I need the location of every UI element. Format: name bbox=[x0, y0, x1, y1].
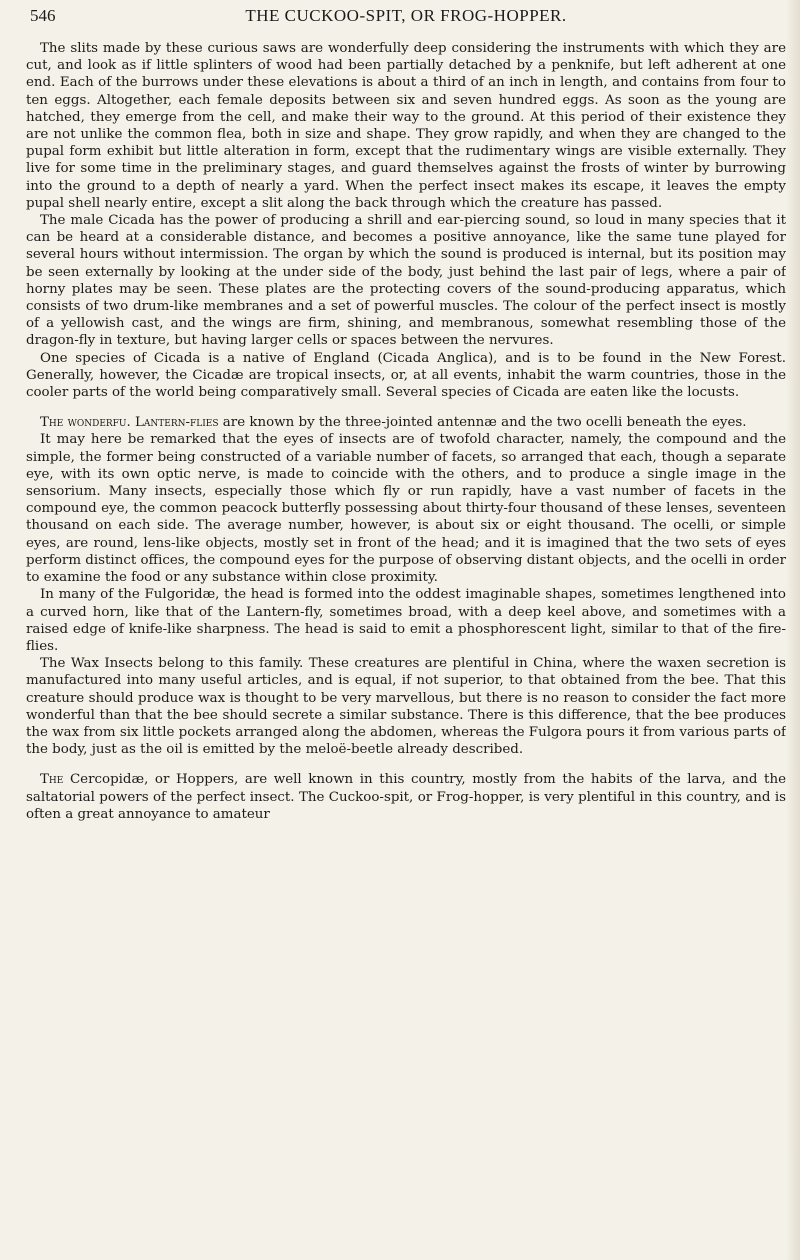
paragraph: The wonderfu. Lantern-flies are known by the three-jointed antennæ and the two ocelli beneath the eyes. bbox=[40, 415, 747, 431]
running-head bbox=[26, 0, 786, 38]
paragraph: The Cercopidæ, or Hoppers, are well known in this country, mostly from the habits of the larva, and the saltatorial powers of the perfect insect. The Cuckoo-spit, or Frog-hopper, is very plentiful in this country, and is often a great annoyance to amateur bbox=[26, 772, 786, 822]
small-caps-lead: The wonderfu. Lantern-flies bbox=[40, 415, 219, 431]
paragraph: The male Cicada has the power of producing a shrill and ear-piercing sound, so loud in many species that it can be heard at a considerable distance, and becomes a positive annoyance, like the same tune played for several hours without intermission. The organ by which the sound is produced is internal, but its position may be seen externally by looking at the under side of the body, just behind the last pair of legs, where a pair of horny plates may be seen. These plates are the protecting covers of the sound-producing apparatus, which consists of two drum-like membranes and a set of powerful muscles. The colour of the perfect insect is mostly of a yellowish cast, and the wings are firm, shining, and membranous, somewhat resembling those of the dragon-fly in texture, but having larger cells or spaces between the nervures. bbox=[26, 213, 786, 349]
page-edge-shadow bbox=[786, 0, 800, 1260]
paragraph: One species of Cicada is a native of England (Cicada Anglica), and is to be found in the New Forest. Generally, however, the Cicadæ are tropical insects, or, at all events, inhabit the warm countries, those in the cooler parts of the world being comparatively small. Several species of Cicada are eaten like the locusts. bbox=[26, 350, 786, 401]
paragraph: It may here be remarked that the eyes of insects are of twofold character, namely, the compound and the simple, the former being constructed of a variable number of facets, so arranged that each, though a separate eye, with its own optic nerve, is made to coincide with the others, and to produce a single image in the sensorium. Many insects, especially those which fly or run rapidly, have a vast number of facets in the compound eye, the common peacock butterfly possessing about thirty-four thousand of these lenses, seventeen thousand on each side. The average number, however, is about six or eight thousand. The ocelli, or simple eyes, are round, lens-like objects, mostly set in front of the head; and it is imagined that the two sets of eyes perform distinct offices, the compound eyes for the purpose of observing distant objects, and the ocelli in order to examine the food or any substance within close proximity. bbox=[26, 432, 786, 586]
small-caps-lead: The bbox=[40, 772, 64, 788]
paragraph: In many of the Fulgoridæ, the head is formed into the oddest imaginable shapes, sometimes lengthened into a curved horn, like that of the Lantern-fly, sometimes broad, with a deep keel above, and sometimes with a raised edge of knife-like sharpness. The head is said to emit a phosphorescent light, similar to that of the fire-flies. bbox=[26, 587, 786, 654]
page-number: 546 bbox=[30, 6, 56, 25]
paragraph: The slits made by these curious saws are wonderfully deep considering the instruments with which they are cut, and look as if little splinters of wood had been partially detached by a penknife, but left adherent at one end. Each of the burrows under these elevations is about a third of an inch in length, and contains from four to ten eggs. Altogether, each female deposits between six and seven hundred eggs. As soon as the young are hatched, they emerge from the cell, and make their way to the ground. At this period of their existence they are not unlike the common flea, both in size and shape. They grow rapidly, and when they are changed to the pupal form exhibit but little alteration in form, except that the rudimentary wings are visible externally. They live for some time in the preliminary stages, and guard themselves against the frosts of winter by burrowing into the ground to a depth of nearly a yard. When the perfect insect makes its escape, it leaves the empty pupal shell nearly entire, except a slit along the back through which the creature has passed. bbox=[26, 41, 786, 211]
running-title: THE CUCKOO-SPIT, OR FROG-HOPPER. bbox=[245, 6, 567, 25]
paragraph: The Wax Insects belong to this family. These creatures are plentiful in China, where the waxen secretion is manufactured into many useful articles, and is equal, if not superior, to that obtained from the bee. That this creature should produce wax is thought to be very marvellous, but there is no reason to consider the fact more wonderful than that the bee should secrete a similar substance. There is this difference, that the bee produces the wax from six little pockets arranged along the abdomen, whereas the Fulgora pours it from various parts of the body, just as the oil is emitted by the meloë-beetle already described. bbox=[26, 656, 786, 758]
body-text bbox=[26, 40, 786, 823]
